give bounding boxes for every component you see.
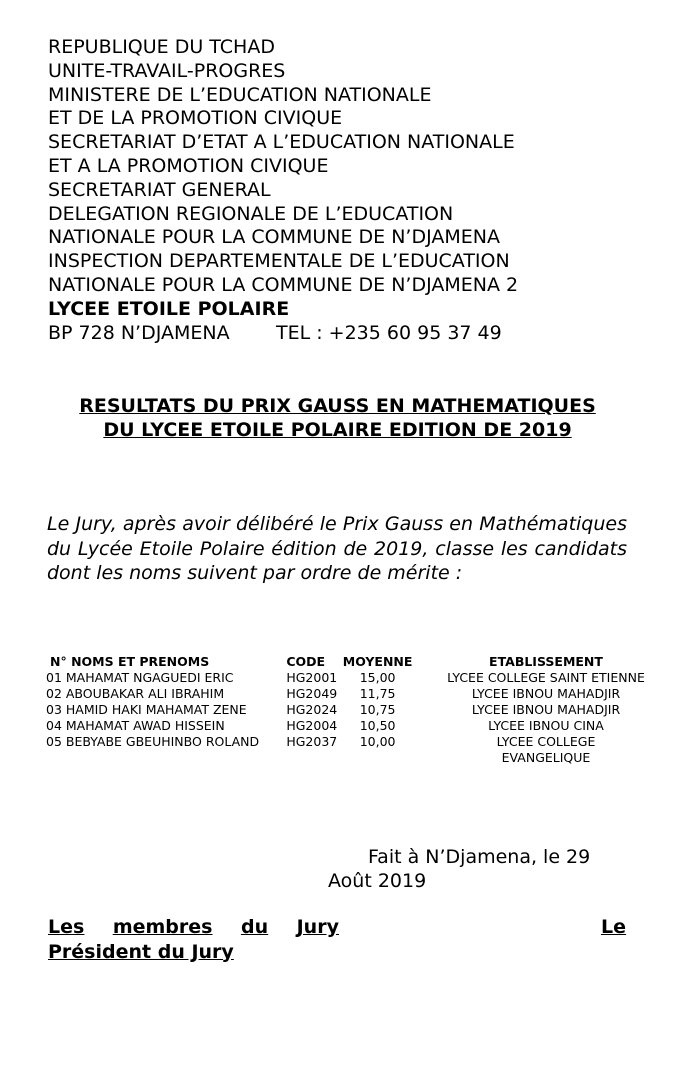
cell-moyenne: 15,00 xyxy=(359,670,396,685)
telephone: TEL : +235 60 95 37 49 xyxy=(276,321,502,344)
header-name: N° NOMS ET PRENOMS xyxy=(50,654,210,669)
cell-code: HG2037 xyxy=(286,734,338,749)
cell-etablissement: LYCEE IBNOU MAHADJIR xyxy=(471,686,621,701)
school-name: LYCEE ETOILE POLAIRE xyxy=(48,297,290,320)
header-line: REPUBLIQUE DU TCHAD xyxy=(48,36,275,58)
cell-moyenne: 10,00 xyxy=(359,734,396,749)
letterhead xyxy=(48,36,518,345)
header-etablissement: ETABLISSEMENT xyxy=(489,654,603,669)
header-line: SECRETARIAT GENERAL xyxy=(48,178,271,201)
header-code: CODE xyxy=(286,654,326,669)
date-place xyxy=(328,845,628,893)
cell-moyenne: 11,75 xyxy=(359,686,396,701)
cell-moyenne: 10,75 xyxy=(359,702,396,717)
jury-members-word: Les xyxy=(48,916,85,938)
president-label: Président du Jury xyxy=(48,940,234,963)
table-row xyxy=(46,718,675,734)
cell-name: 04 MAHAMAT AWAD HISSEIN xyxy=(46,718,225,733)
date-line-2: Août 2019 xyxy=(328,870,427,892)
document-title xyxy=(0,394,675,442)
signature-line xyxy=(48,915,626,940)
results-table xyxy=(46,654,675,766)
jury-members-word: membres xyxy=(112,916,213,938)
header-line: MINISTERE DE L’EDUCATION NATIONALE xyxy=(48,83,432,106)
president-word: Le xyxy=(600,916,626,938)
cell-name: 03 HAMID HAKI MAHAMAT ZENE xyxy=(46,702,247,717)
cell-name: 01 MAHAMAT NGAGUEDI ERIC xyxy=(46,670,234,685)
jury-members-word: Jury xyxy=(296,916,339,938)
title-line-2: DU LYCEE ETOILE POLAIRE EDITION DE 2019 xyxy=(103,419,572,441)
header-line: DELEGATION REGIONALE DE L’EDUCATION xyxy=(48,202,454,225)
spacer xyxy=(367,915,572,940)
cell-name: 05 BEBYABE GBEUHINBO ROLAND xyxy=(46,734,260,749)
table-row xyxy=(46,702,675,718)
header-line: SECRETARIAT D’ETAT A L’EDUCATION NATIONALE xyxy=(48,131,515,154)
cell-code: HG2024 xyxy=(286,702,338,717)
header-line: UNITE-TRAVAIL-PROGRES xyxy=(48,59,286,82)
header-line: INSPECTION DEPARTEMENTALE DE L’EDUCATION xyxy=(48,250,510,273)
header-line: NATIONALE POUR LA COMMUNE DE N’DJAMENA xyxy=(48,226,500,249)
header-line: ET DE LA PROMOTION CIVIQUE xyxy=(48,107,343,130)
cell-code: HG2004 xyxy=(286,718,338,733)
table-row xyxy=(46,670,675,686)
header-line: NATIONALE POUR LA COMMUNE DE N’DJAMENA 2 xyxy=(48,273,519,296)
cell-code: HG2001 xyxy=(286,670,338,685)
title-line-1: RESULTATS DU PRIX GAUSS EN MATHEMATIQUES xyxy=(79,395,596,417)
signature-block xyxy=(48,915,626,964)
cell-etablissement: LYCEE IBNOU MAHADJIR xyxy=(471,702,621,717)
header-moyenne: MOYENNE xyxy=(342,654,413,669)
jury-members-word: du xyxy=(240,916,269,938)
table-header-row xyxy=(46,654,675,670)
cell-code: HG2049 xyxy=(286,686,338,701)
table-row xyxy=(46,686,675,702)
cell-etablissement: LYCEE IBNOU CINA xyxy=(488,718,604,733)
cell-etablissement: LYCEE COLLEGE SAINT ETIENNE xyxy=(447,670,645,685)
table-row xyxy=(46,734,675,766)
postal-box: BP 728 N’DJAMENA xyxy=(48,321,230,344)
cell-moyenne: 10,50 xyxy=(359,718,396,733)
cell-name: 02 ABOUBAKAR ALI IBRAHIM xyxy=(46,686,225,701)
cell-etablissement: LYCEE COLLEGE EVANGELIQUE xyxy=(496,734,596,765)
header-line: ET A LA PROMOTION CIVIQUE xyxy=(48,154,329,177)
intro-paragraph: Le Jury, après avoir délibéré le Prix Gauss en Mathématiques du Lycée Etoile Polaire édition de 2019, classe les candidats dont les noms suivent par ordre de mérite : xyxy=(47,513,627,584)
address-line xyxy=(48,322,518,346)
date-line-1: Fait à N’Djamena, le 29 xyxy=(368,846,591,868)
